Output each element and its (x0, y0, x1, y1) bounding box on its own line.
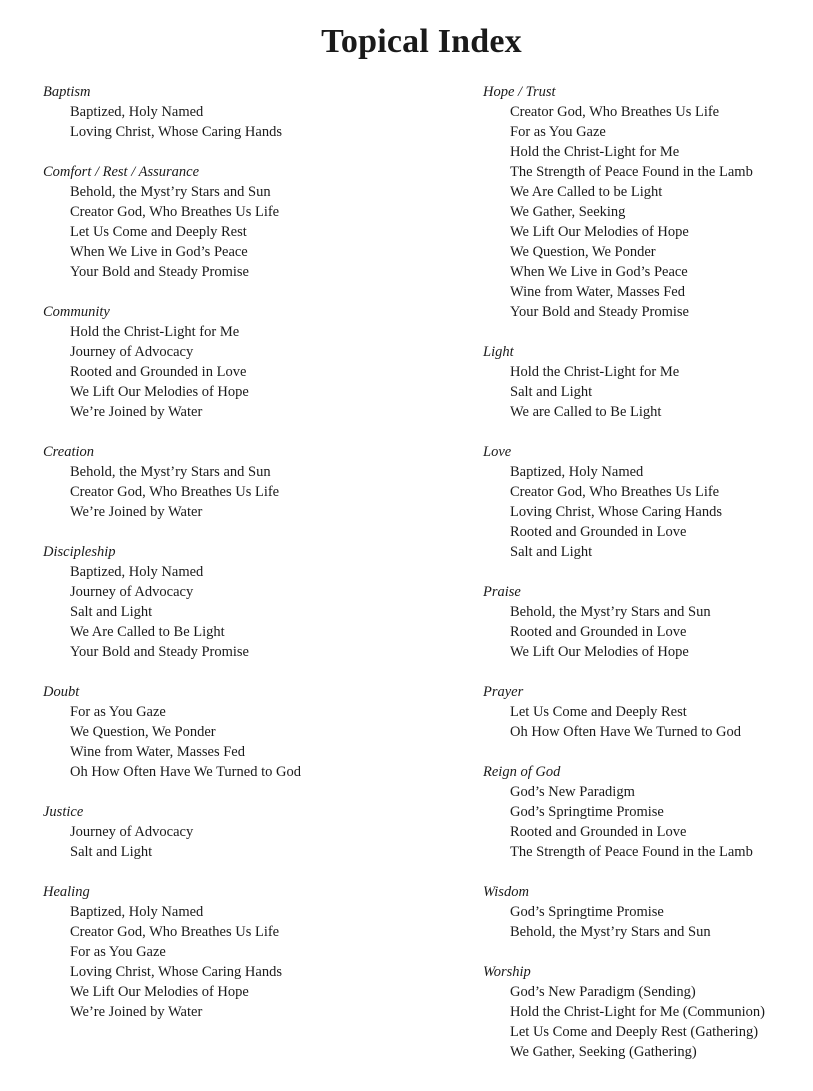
hymn-entry: When We Live in God’s Peace (510, 264, 688, 280)
topic-praise (483, 582, 813, 662)
hymn-entry: Rooted and Grounded in Love (510, 824, 687, 840)
hymn-entry: God’s Springtime Promise (510, 804, 664, 820)
hymn-entry: Your Bold and Steady Promise (70, 264, 249, 280)
hymn-entry: We’re Joined by Water (70, 504, 203, 520)
hymn-entry: Baptized, Holy Named (70, 104, 204, 120)
topic-heading: Light (483, 344, 514, 360)
topic-heading: Love (483, 444, 512, 460)
hymn-entry: Creator God, Who Breathes Us Life (70, 484, 280, 500)
topic-heading: Healing (43, 884, 90, 900)
topic-heading: Community (43, 304, 110, 320)
topic-love (483, 442, 813, 562)
hymn-entry: Loving Christ, Whose Caring Hands (70, 124, 282, 140)
topic-comfort-rest-assurance (43, 162, 443, 282)
hymn-entry: For as You Gaze (70, 704, 166, 720)
topic-healing (43, 882, 443, 1022)
topic-heading: Creation (43, 444, 95, 460)
hymn-entry: We Lift Our Melodies of Hope (70, 384, 249, 400)
topic-heading: Reign of God (483, 764, 561, 780)
hymn-entry: Salt and Light (510, 544, 593, 560)
hymn-entry: We Lift Our Melodies of Hope (70, 984, 249, 1000)
topic-doubt (43, 682, 443, 782)
topic-wisdom (483, 882, 813, 942)
hymn-entry: God’s New Paradigm (Sending) (510, 984, 696, 1000)
hymn-entry: God’s New Paradigm (510, 784, 635, 800)
hymn-entry: Hold the Christ-Light for Me (510, 364, 680, 380)
hymn-entry: Hold the Christ-Light for Me (510, 144, 680, 160)
topic-creation (43, 442, 443, 522)
topic-baptism (43, 82, 443, 142)
topic-prayer (483, 682, 813, 742)
hymn-entry: We Gather, Seeking (Gathering) (510, 1044, 697, 1060)
hymn-entry: Oh How Often Have We Turned to God (70, 764, 301, 780)
hymn-entry: God’s Springtime Promise (510, 904, 664, 920)
hymn-entry: We Gather, Seeking (510, 204, 626, 220)
topic-worship (483, 962, 813, 1062)
topic-heading: Wisdom (483, 884, 529, 900)
hymn-entry: Behold, the Myst’ry Stars and Sun (510, 604, 711, 620)
hymn-entry: Journey of Advocacy (70, 584, 194, 600)
hymn-entry: Let Us Come and Deeply Rest (70, 224, 247, 240)
hymn-entry: We Are Called to Be Light (70, 624, 225, 640)
hymn-entry: We Are Called to be Light (510, 184, 663, 200)
topic-heading: Justice (43, 804, 84, 820)
hymn-entry: We’re Joined by Water (70, 404, 203, 420)
hymn-entry: Loving Christ, Whose Caring Hands (510, 504, 722, 520)
hymn-entry: Baptized, Holy Named (510, 464, 644, 480)
topic-heading: Comfort / Rest / Assurance (43, 164, 200, 180)
topic-justice (43, 802, 443, 862)
hymn-entry: Behold, the Myst’ry Stars and Sun (70, 184, 271, 200)
hymn-entry: Salt and Light (70, 844, 153, 860)
hymn-entry: Behold, the Myst’ry Stars and Sun (70, 464, 271, 480)
hymn-entry: Rooted and Grounded in Love (510, 624, 687, 640)
topic-light (483, 342, 813, 422)
hymn-entry: We Lift Our Melodies of Hope (510, 644, 689, 660)
hymn-entry: We are Called to Be Light (510, 404, 662, 420)
hymn-entry: For as You Gaze (70, 944, 166, 960)
hymn-entry: Baptized, Holy Named (70, 904, 204, 920)
hymn-entry: We Lift Our Melodies of Hope (510, 224, 689, 240)
topic-hope-trust (483, 82, 813, 322)
page-title: Topical Index (321, 23, 522, 60)
topic-discipleship (43, 542, 443, 662)
hymn-entry: Creator God, Who Breathes Us Life (510, 104, 720, 120)
hymn-entry: Creator God, Who Breathes Us Life (70, 204, 280, 220)
hymn-entry: The Strength of Peace Found in the Lamb (510, 164, 753, 180)
topic-heading: Prayer (483, 684, 524, 700)
hymn-entry: Salt and Light (70, 604, 153, 620)
hymn-entry: We Question, We Ponder (510, 244, 656, 260)
hymn-entry: We Question, We Ponder (70, 724, 216, 740)
hymn-entry: Journey of Advocacy (70, 824, 194, 840)
hymn-entry: Creator God, Who Breathes Us Life (70, 924, 280, 940)
hymn-entry: Hold the Christ-Light for Me (Communion) (510, 1004, 765, 1020)
hymn-entry: Your Bold and Steady Promise (510, 304, 689, 320)
hymn-entry: Wine from Water, Masses Fed (70, 744, 245, 760)
topic-heading: Baptism (43, 84, 91, 100)
hymn-entry: Hold the Christ-Light for Me (70, 324, 240, 340)
topic-heading: Hope / Trust (483, 84, 556, 100)
topic-heading: Doubt (43, 684, 80, 700)
hymn-entry: Rooted and Grounded in Love (510, 524, 687, 540)
right-column (483, 82, 813, 1082)
topic-heading: Praise (483, 584, 521, 600)
hymn-entry: Loving Christ, Whose Caring Hands (70, 964, 282, 980)
topic-community (43, 302, 443, 422)
hymn-entry: When We Live in God’s Peace (70, 244, 248, 260)
hymn-entry: Your Bold and Steady Promise (70, 644, 249, 660)
hymn-entry: Baptized, Holy Named (70, 564, 204, 580)
hymn-entry: Oh How Often Have We Turned to God (510, 724, 741, 740)
topic-heading: Discipleship (43, 544, 116, 560)
hymn-entry: Salt and Light (510, 384, 593, 400)
hymn-entry: We’re Joined by Water (70, 1004, 203, 1020)
hymn-entry: Let Us Come and Deeply Rest (Gathering) (510, 1024, 759, 1040)
hymn-entry: Let Us Come and Deeply Rest (510, 704, 687, 720)
hymn-entry: For as You Gaze (510, 124, 606, 140)
topic-reign-of-god (483, 762, 813, 862)
hymn-entry: Behold, the Myst’ry Stars and Sun (510, 924, 711, 940)
hymn-entry: Journey of Advocacy (70, 344, 194, 360)
hymn-entry: The Strength of Peace Found in the Lamb (510, 844, 753, 860)
hymn-entry: Rooted and Grounded in Love (70, 364, 247, 380)
hymn-entry: Creator God, Who Breathes Us Life (510, 484, 720, 500)
hymn-entry: Wine from Water, Masses Fed (510, 284, 685, 300)
left-column (43, 82, 443, 1042)
topic-heading: Worship (483, 964, 531, 980)
